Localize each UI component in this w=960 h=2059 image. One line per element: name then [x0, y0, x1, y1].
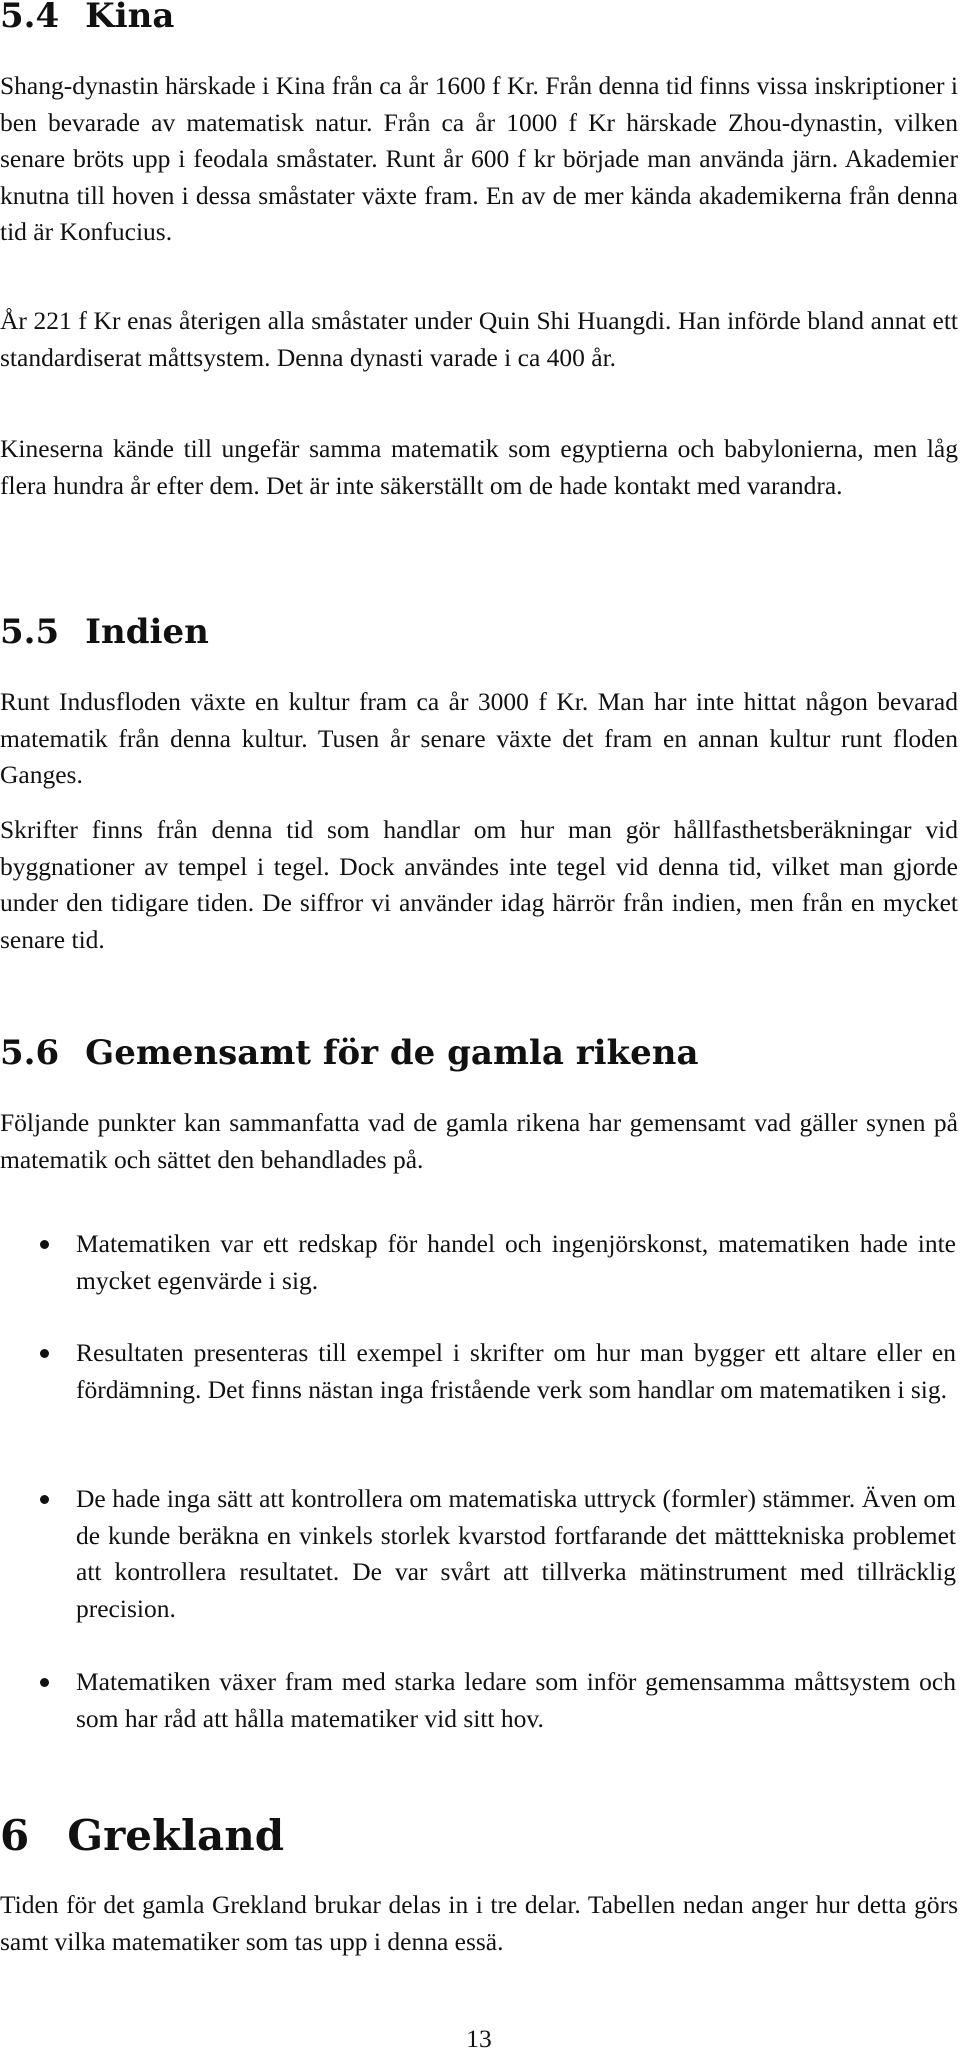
paragraph: Shang-dynastin härskade i Kina från ca år 1600 f Kr. Från denna tid finns vissa inskriptioner i ben bevarade av matematisk natur. Från ca år 1000 f Kr härskade Zhou-dynastin, vilken senare bröts upp i feodala småstater. Runt år 600 f kr började man använda järn. Akademier knutna till hoven i dessa småstater växte fram. En av de mer kända akademikerna från denna tid är Konfucius. [0, 71, 958, 246]
list-item-text: Resultaten presenteras till exempel i skrifter om hur man bygger ett altare eller en fördämning. Det finns nästan inga fristående verk som handlar om matematiken i sig. [76, 1338, 956, 1404]
list-item-text: Matematiken växer fram med starka ledare som inför gemensamma måttsystem och som har råd att hålla matematiker vid sitt hov. [76, 1667, 956, 1733]
section-title: Indien [85, 612, 209, 652]
section-number: 5.5 [0, 612, 60, 652]
section-heading-gemensamt [0, 1033, 698, 1073]
section-title: Kina [85, 0, 175, 36]
bullet-icon [40, 1495, 49, 1504]
list-item-text: Matematiken var ett redskap för handel och ingenjörskonst, matematiken hade inte mycket egenvärde i sig. [76, 1229, 956, 1295]
page-number: 13 [466, 2024, 492, 2053]
section-heading-indien [0, 612, 209, 652]
paragraph: Följande punkter kan sammanfatta vad de gamla rikena har gemensamt vad gäller synen på matematik och sättet den behandlades på. [0, 1108, 958, 1174]
section-title: Gemensamt för de gamla rikena [85, 1033, 699, 1073]
section-heading-kina [0, 0, 174, 36]
bullet-icon [40, 1240, 49, 1249]
section-number: 5.4 [0, 0, 60, 36]
paragraph: Skrifter finns från denna tid som handlar om hur man gör hållfasthetsberäkningar vid byggnationer av tempel i tegel. Dock användes inte tegel vid denna tid, vilket man gjorde under den tidigare tiden. De siffror vi använder idag härrör från indien, men från en mycket senare tid. [0, 815, 958, 954]
chapter-heading-grekland [0, 1812, 284, 1860]
chapter-title: Grekland [67, 1811, 285, 1860]
section-number: 5.6 [0, 1033, 60, 1073]
bullet-icon [40, 1678, 49, 1687]
paragraph: Kineserna kände till ungefär samma matematik som egyptierna och babylonierna, men låg flera hundra år efter dem. Det är inte säkerställt om de hade kontakt med varandra. [0, 434, 958, 500]
paragraph: Tiden för det gamla Grekland brukar delas in i tre delar. Tabellen nedan anger hur detta görs samt vilka matematiker som tas upp i denna essä. [0, 1890, 958, 1956]
list-item-text: De hade inga sätt att kontrollera om matematiska uttryck (formler) stämmer. Även om de kunde beräkna en vinkels storlek kvarstod fortfarande det mätttekniska problemet att kontrollera resultatet. De var svårt att tillverka mätinstrument med tillräcklig precision. [76, 1484, 956, 1623]
paragraph: Runt Indusfloden växte en kultur fram ca år 3000 f Kr. Man har inte hittat någon bevarad matematik från denna kultur. Tusen år senare växte det fram en annan kultur runt floden Ganges. [0, 687, 958, 789]
bullet-icon [40, 1349, 49, 1358]
chapter-number: 6 [0, 1811, 30, 1860]
paragraph: År 221 f Kr enas återigen alla småstater under Quin Shi Huangdi. Han införde bland annat ett standardiserat måttsystem. Denna dynasti varade i ca 400 år. [0, 306, 958, 372]
